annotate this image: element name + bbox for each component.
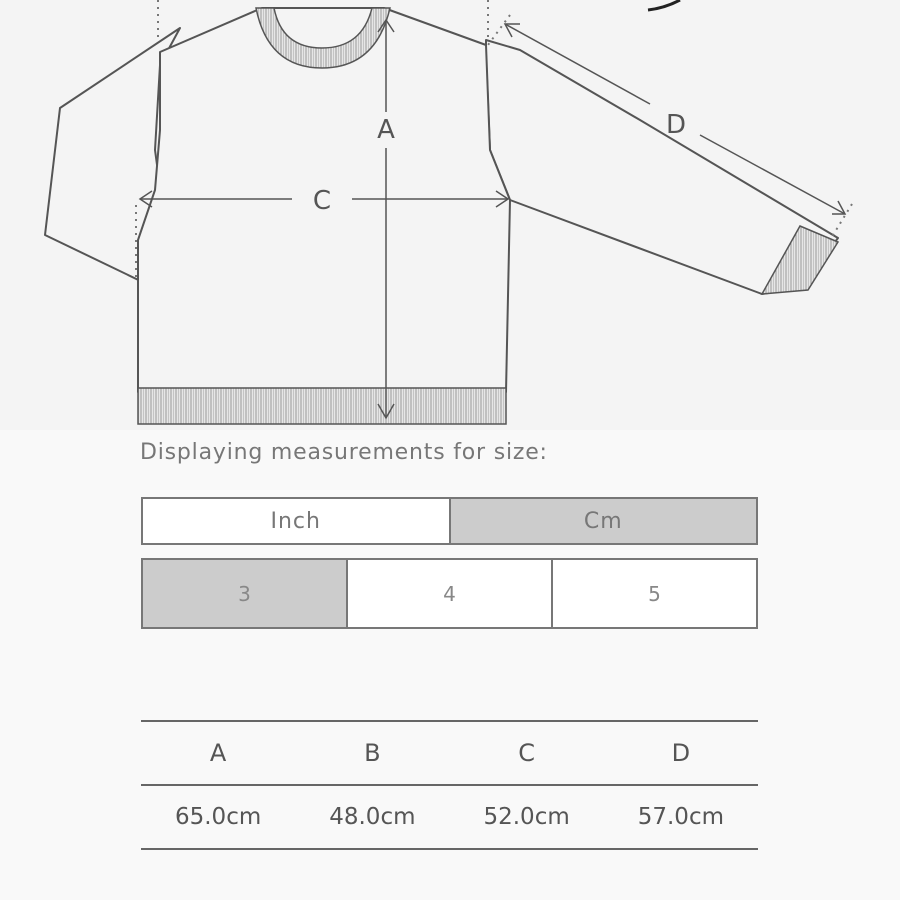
table-header-c: C [518,739,535,767]
measure-c-label: C [312,186,332,216]
sweater-hem [138,388,506,424]
table-value-c: 52.0cm [483,804,570,830]
table-header-a: A [209,739,227,767]
size-option-4[interactable]: 4 [348,558,553,629]
table-header-d: D [671,739,691,767]
size-selector [141,558,758,629]
measure-a-label: A [377,115,395,145]
table-value-b: 48.0cm [329,804,416,830]
unit-option-cm[interactable]: Cm [451,497,759,545]
table-row [141,786,758,848]
table-value-a: 65.0cm [174,804,262,830]
measurement-table [141,720,758,850]
size-caption: Displaying measurements for size: [140,440,548,465]
unit-option-inch[interactable]: Inch [141,497,451,545]
hand-drawn-mark [648,0,680,10]
size-option-5[interactable]: 5 [553,558,758,629]
sweater-measurement-diagram [0,0,900,430]
unit-toggle [141,497,758,545]
measure-d-label: D [665,110,687,140]
table-header-b: B [364,739,381,767]
table-value-d: 57.0cm [637,804,724,830]
table-rule-bottom [141,848,758,850]
table-header-row [141,722,758,784]
sweater-illustration [0,0,900,430]
size-option-3[interactable]: 3 [141,558,348,629]
